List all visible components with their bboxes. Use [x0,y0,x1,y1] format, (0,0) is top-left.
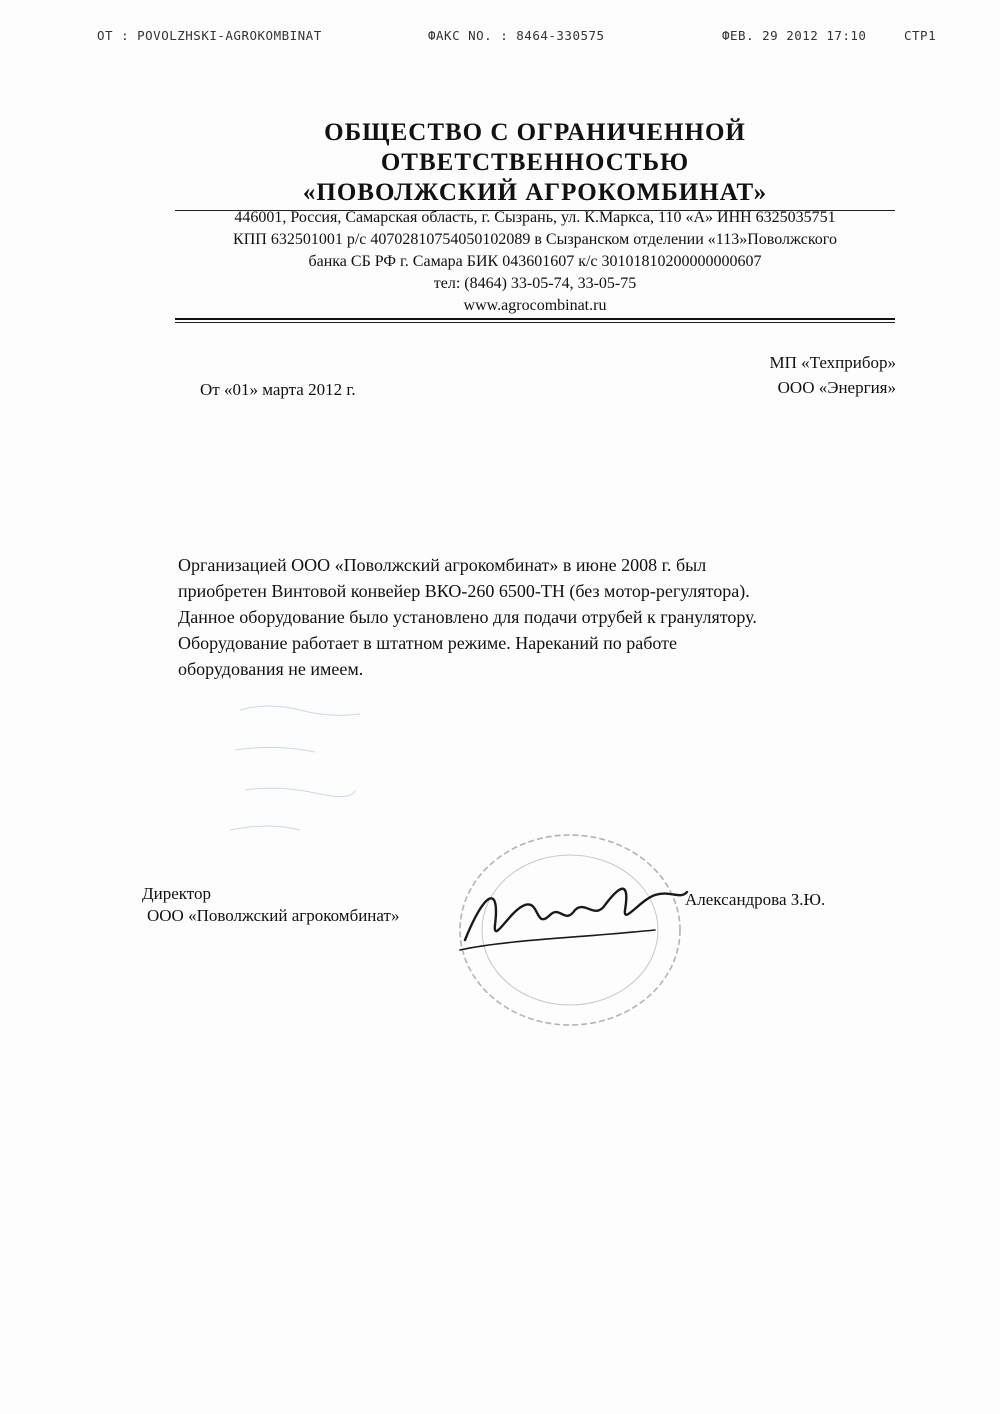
signatory-title: Директор [142,884,211,903]
requisites-line: банка СБ РФ г. Самара БИК 043601607 к/с 30101810200000000607 [308,253,762,270]
letter-date: От «01» марта 2012 г. [200,380,356,399]
requisites-line: 446001, Россия, Самарская область, г. Сызрань, ул. К.Маркса, 110 «А» ИНН 6325035751 [234,209,836,226]
addressee [769,350,896,400]
letterhead [175,118,895,208]
fax-datetime: ФЕВ. 29 2012 17:10 [722,28,867,43]
letterhead-rule-bottom-thin [175,322,895,323]
body-line: оборудования не имеем. [178,659,364,679]
signatory-organization: ООО «Поволжский агрокомбинат» [147,906,400,925]
fax-header [0,28,1000,46]
fax-number: ФАКС NO. : 8464-330575 [428,28,605,43]
fax-from: ОТ : POVOLZHSKI-AGROKOMBINAT [97,28,322,43]
requisites [175,207,895,317]
fax-page: СТР1 [904,28,937,43]
handwritten-signature [455,870,695,960]
requisites-line: тел: (8464) 33-05-74, 33-05-75 [433,275,637,292]
org-name-line-3: «ПОВОЛЖСКИЙ АГРОКОМБИНАТ» [302,179,768,206]
addressee-line-1: МП «Техприбор» [769,353,896,372]
signatory-name: Александрова З.Ю. [685,890,826,909]
letter-body [178,552,898,682]
org-name-line-2: ОТВЕТСТВЕННОСТЬЮ [380,149,690,176]
faint-stamp-marks [220,690,420,870]
body-line: Организацией ООО «Поволжский агрокомбинат» в июне 2008 г. был [178,555,707,575]
body-line: Данное оборудование было установлено для подачи отрубей к гранулятору. [178,607,757,627]
addressee-line-2: ООО «Энергия» [777,378,896,397]
website: www.agrocombinat.ru [463,297,607,314]
requisites-line: КПП 632501001 р/с 40702810754050102089 в Сызранском отделении «113»Поволжского [233,231,837,248]
body-line: приобретен Винтовой конвейер ВКО-260 6500-ТН (без мотор-регулятора). [178,581,750,601]
org-name-line-1: ОБЩЕСТВО С ОГРАНИЧЕННОЙ [324,119,746,146]
letterhead-rule-bottom [175,318,895,320]
body-line: Оборудование работает в штатном режиме. Нареканий по работе [178,633,677,653]
